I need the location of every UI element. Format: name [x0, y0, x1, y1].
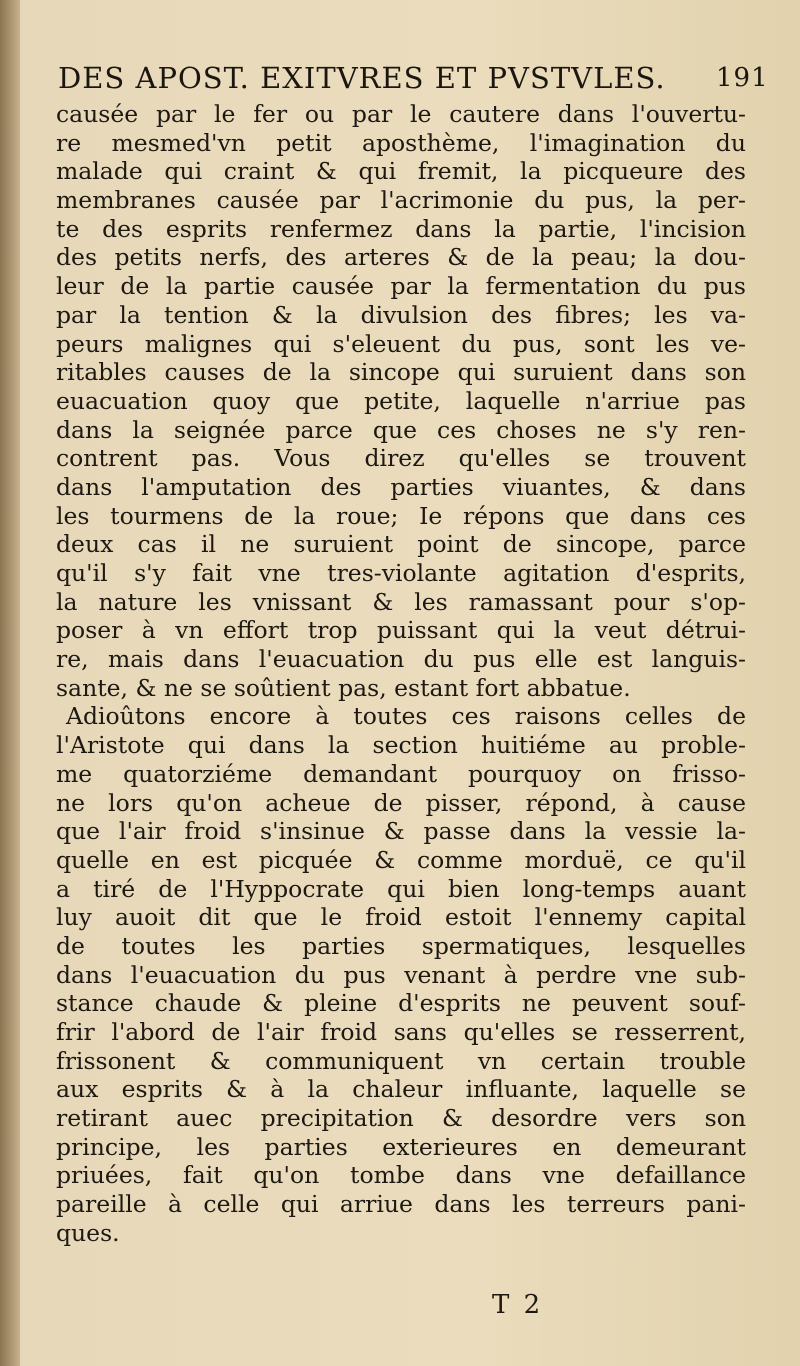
page-header — [58, 56, 769, 100]
text-line: te des esprits renfermez dans la partie, l'incision — [56, 214, 746, 243]
text-line: aux esprits & à la chaleur influante, laquelle se — [56, 1075, 746, 1104]
text-line: deux cas il ne suruient point de sincope, parce — [56, 530, 746, 559]
binding-gutter — [0, 0, 20, 1366]
text-line: retirant auec precipitation & desordre vers son — [56, 1104, 746, 1133]
text-line: luy auoit dit que le froid estoit l'ennemy capital — [56, 903, 746, 932]
text-line: causée par le fer ou par le cautere dans l'ouvertu- — [56, 100, 746, 128]
text-line: malade qui craint & qui fremit, la picqueure des — [56, 157, 746, 186]
body-text — [56, 100, 746, 1248]
text-line: contrent pas. Vous direz qu'elles se trouvent — [56, 444, 746, 473]
text-line: Adioûtons encore à toutes ces raisons celles de — [66, 702, 746, 731]
text-line: stance chaude & pleine d'esprits ne peuvent souf- — [56, 989, 746, 1018]
text-line: frir l'abord de l'air froid sans qu'elles se resserrent, — [56, 1018, 746, 1046]
text-line: qu'il s'y fait vne tres-violante agitation d'esprits, — [56, 559, 746, 587]
text-line: ques. — [56, 1218, 120, 1247]
text-line: ne lors qu'on acheue de pisser, répond, à cause — [56, 788, 746, 817]
text-line: que l'air froid s'insinue & passe dans la vessie la- — [56, 817, 746, 846]
text-line: priuées, fait qu'on tombe dans vne defaillance — [56, 1161, 746, 1190]
text-line: par la tention & la divulsion des fibres; les va- — [56, 300, 746, 329]
text-line: membranes causée par l'acrimonie du pus, la per- — [56, 186, 746, 215]
text-line: euacuation quoy que petite, laquelle n'arriue pas — [56, 386, 746, 415]
text-line: quelle en est picquée & comme morduë, ce qu'il — [56, 845, 746, 874]
page-number: 191 — [716, 63, 769, 93]
text-line: poser à vn effort trop puissant qui la veut détrui- — [56, 616, 746, 645]
text-line: de toutes les parties spermatiques, lesquelles — [56, 931, 746, 960]
text-line: re, mais dans l'euacuation du pus elle est languis- — [56, 645, 746, 674]
text-line: principe, les parties exterieures en demeurant — [56, 1132, 746, 1161]
text-line: la nature les vnissant & les ramassant pour s'op- — [56, 587, 746, 616]
text-line: dans l'euacuation du pus venant à perdre vne sub- — [56, 960, 746, 989]
text-line: dans la seignée parce que ces choses ne s'y ren- — [56, 415, 746, 444]
text-line: ritables causes de la sincope qui suruient dans son — [56, 358, 746, 387]
text-line: peurs malignes qui s'eleuent du pus, sont les ve- — [56, 329, 746, 358]
text-line: a tiré de l'Hyppocrate qui bien long-temps auant — [56, 874, 746, 903]
text-line: sante, & ne se soûtient pas, estant fort abbatue. — [56, 673, 631, 702]
text-line: frissonent & communiquent vn certain trouble — [56, 1046, 746, 1075]
text-line: re mesmed'vn petit aposthème, l'imagination du — [56, 128, 746, 157]
text-line: les tourmens de la roue; Ie répons que dans ces — [56, 501, 746, 530]
text-line: l'Aristote qui dans la section huitiéme au proble- — [56, 731, 746, 760]
text-line: leur de la partie causée par la fermentation du pus — [56, 272, 746, 301]
text-line: pareille à celle qui arriue dans les terreurs pani- — [56, 1190, 746, 1219]
text-line: dans l'amputation des parties viuantes, & dans — [56, 472, 746, 501]
text-line: me quatorziéme demandant pourquoy on frisso- — [56, 759, 746, 788]
text-line: des petits nerfs, des arteres & de la peau; la dou- — [56, 243, 746, 272]
running-title: DES APOST. EXITVRES ET PVSTVLES. — [58, 61, 666, 95]
signature-mark: T 2 — [492, 1290, 544, 1320]
